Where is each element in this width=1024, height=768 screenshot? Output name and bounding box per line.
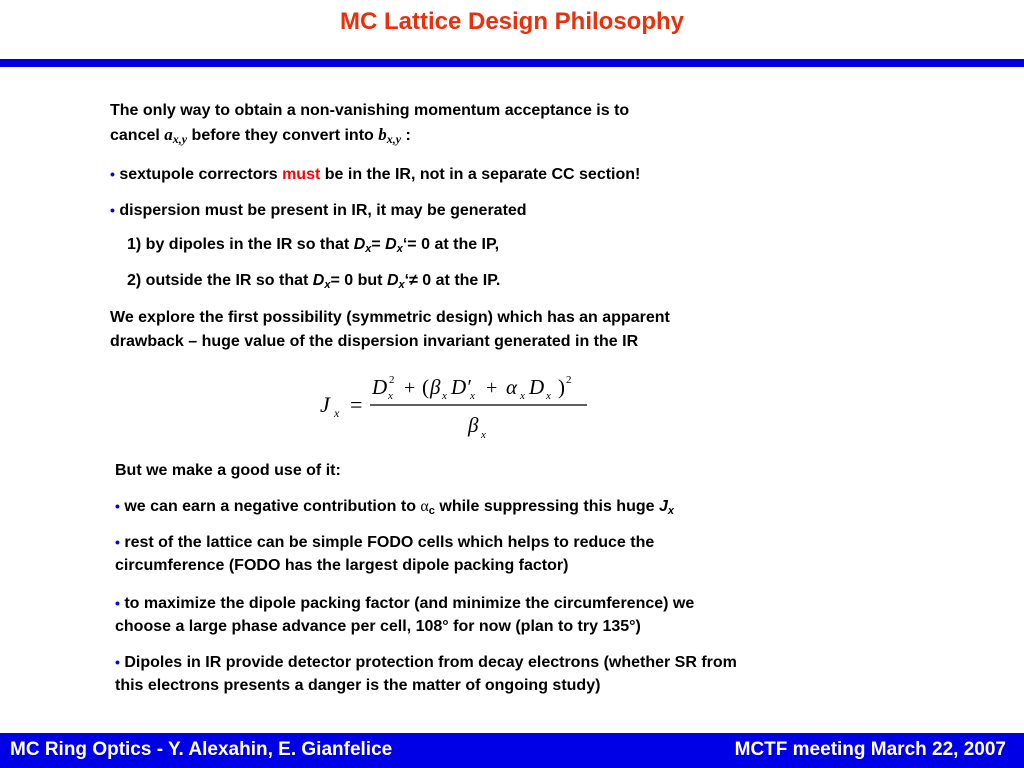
but-line: But we make a good use of it: xyxy=(115,462,341,479)
bullet-icon: • xyxy=(110,202,115,218)
explore-line-1: We explore the first possibility (symmetric design) which has an apparent xyxy=(110,309,670,326)
intro-line-2: cancel $a_{x,y}$ before they convert into $b_{x,y}$ : xyxy=(110,125,411,146)
option-1: 1) by dipoles in the IR so that $D_x=$ $D_x‘= 0$ at the IP, xyxy=(127,236,500,255)
dispersion-invariant-formula xyxy=(300,368,600,448)
slide-title: MC Lattice Design Philosophy xyxy=(339,8,685,35)
bullet-icon: • xyxy=(115,595,120,611)
bullet-dipoles-line-1: • Dipoles in IR provide detector protection from decay electrons (whether SR from xyxy=(115,654,737,671)
svg-text:+: + xyxy=(486,377,498,399)
footer-right-text: MCTF meeting March 22, 2007 xyxy=(734,739,1006,760)
bullet-dispersion: • dispersion must be present in IR, it may be generated xyxy=(110,202,527,219)
svg-text:=: = xyxy=(350,392,363,417)
svg-text:J: J xyxy=(320,392,330,417)
svg-text:D′: D′ xyxy=(451,375,471,399)
bullet-packing-line-2: choose a large phase advance per cell, 108° for now (plan to try 135°) xyxy=(115,618,641,635)
a-symbol: a xyxy=(164,125,173,144)
intro-line-1: The only way to obtain a non-vanishing momentum acceptance is to xyxy=(110,102,630,119)
svg-text:x: x xyxy=(481,429,486,441)
svg-text:(: ( xyxy=(422,375,429,399)
svg-text:α: α xyxy=(506,375,518,399)
svg-text:x: x xyxy=(470,390,475,402)
svg-text:x: x xyxy=(442,390,447,402)
must-highlight: must xyxy=(282,166,321,183)
bullet-fodo-line-1: • rest of the lattice can be simple FODO cells which helps to reduce the xyxy=(115,534,655,551)
bullet-dipoles-line-2: this electrons presents a danger is the matter of ongoing study) xyxy=(115,677,601,694)
bullet-sextupole: • sextupole correctors must be in the IR, not in a separate CC section! xyxy=(110,166,641,183)
svg-text:2: 2 xyxy=(389,374,395,386)
bullet-packing-line-1: • to maximize the dipole packing factor (and minimize the circumference) we xyxy=(115,595,695,612)
bullet-fodo-line-2: circumference (FODO has the largest dipole packing factor) xyxy=(115,557,569,574)
option-2: 2) outside the IR so that $D_x= 0$ but $D_x‘\ne 0$ at the IP. xyxy=(127,272,501,291)
footer-left-text: MC Ring Optics - Y. Alexahin, E. Gianfelice xyxy=(10,739,393,760)
svg-text:β: β xyxy=(468,413,479,437)
bullet-icon: • xyxy=(110,166,115,182)
bullet-icon: • xyxy=(115,654,120,670)
alpha-symbol: α xyxy=(420,498,429,515)
svg-text:x: x xyxy=(520,390,525,402)
b-symbol: b xyxy=(378,125,387,144)
svg-text:x: x xyxy=(546,390,551,402)
bullet-negative-contribution: • we can earn a negative contribution to $\alpha_c$ while suppressing this huge $J_x$ xyxy=(115,498,674,517)
bullet-icon: • xyxy=(115,498,120,514)
svg-text:x: x xyxy=(334,406,340,420)
bullet-icon: • xyxy=(115,534,120,550)
svg-text:x: x xyxy=(388,390,393,402)
explore-line-2: drawback – huge value of the dispersion invariant generated in the IR xyxy=(110,333,639,350)
svg-text:D: D xyxy=(529,375,545,399)
svg-text:β: β xyxy=(430,375,441,399)
svg-text:): ) xyxy=(558,375,565,399)
svg-text:2: 2 xyxy=(566,374,572,386)
title-divider-bar xyxy=(0,59,1024,67)
footer-bar xyxy=(0,733,1024,768)
svg-text:D: D xyxy=(372,375,388,399)
svg-text:+: + xyxy=(404,377,416,399)
